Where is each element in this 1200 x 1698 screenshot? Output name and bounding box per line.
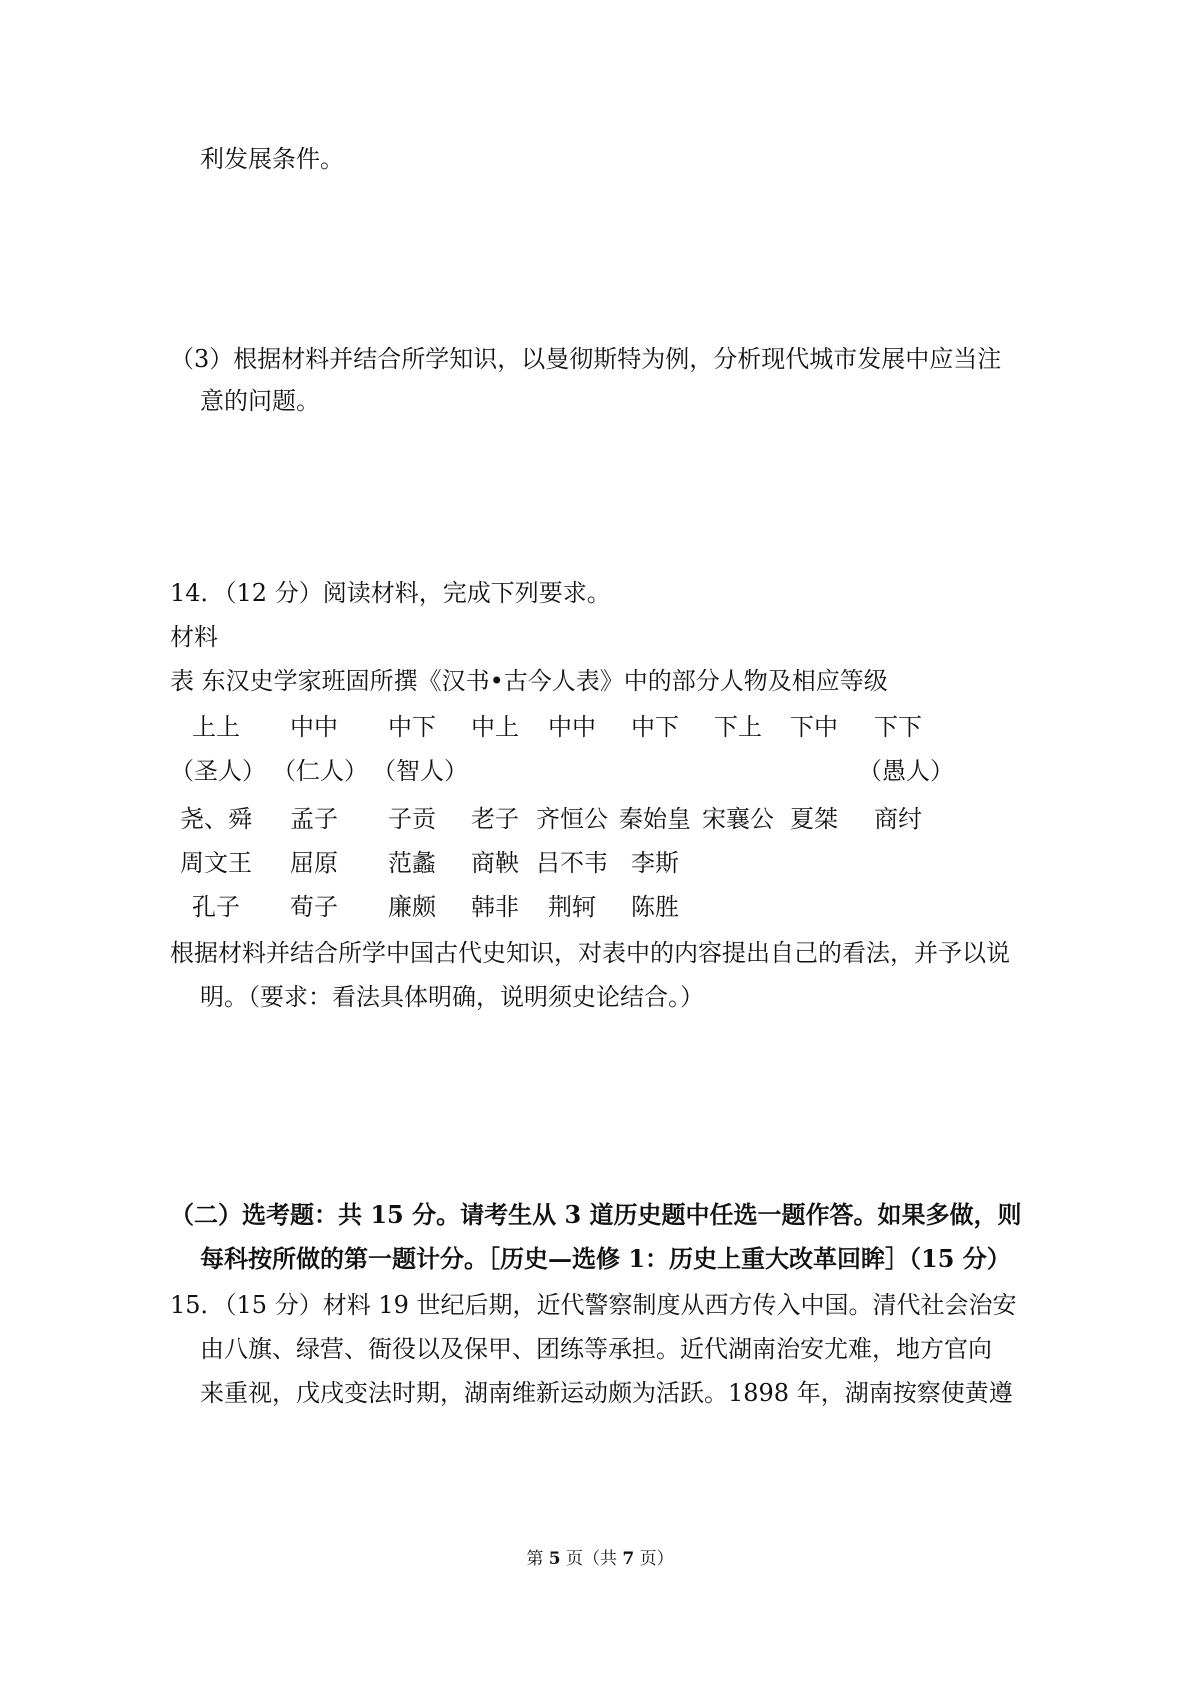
q14-material-label: 材料 xyxy=(170,623,218,651)
q14-heading: 14．（12 分）阅读材料，完成下列要求。 xyxy=(170,579,611,607)
grade-1: 上上 xyxy=(192,713,240,741)
grade-7: 下上 xyxy=(714,713,762,741)
footer-page-number: 5 xyxy=(548,1549,561,1569)
grade-note-9: （愚人） xyxy=(858,757,954,785)
grade-note-2: （仁人） xyxy=(272,757,368,785)
grade-2: 中中 xyxy=(290,713,338,741)
person-cell: 范蠡 xyxy=(388,849,436,877)
grade-9: 下下 xyxy=(874,713,922,741)
person-cell: 荆轲 xyxy=(548,893,596,921)
person-cell: 屈原 xyxy=(290,849,338,877)
person-cell: 孔子 xyxy=(192,893,240,921)
grade-note-1: （圣人） xyxy=(170,757,266,785)
person-cell: 吕不韦 xyxy=(536,849,608,877)
person-cell: 子贡 xyxy=(388,805,436,833)
q15-line1: 15．（15 分）材料 19 世纪后期，近代警察制度从西方传入中国。清代社会治安 xyxy=(170,1291,1017,1319)
grade-3: 中下 xyxy=(388,713,436,741)
q14-question-line1: 根据材料并结合所学中国古代史知识，对表中的内容提出自己的看法，并予以说 xyxy=(170,939,1010,967)
q13-part3-line2: 意的问题。 xyxy=(200,387,320,415)
person-cell: 老子 xyxy=(471,805,519,833)
person-cell: 孟子 xyxy=(290,805,338,833)
grade-note-3: （智人） xyxy=(372,757,468,785)
section2-heading-line2: 每科按所做的第一题计分。［历史—选修 1：历史上重大改革回眸］（15 分） xyxy=(200,1244,1011,1273)
person-cell: 商鞅 xyxy=(471,849,519,877)
q13-tail-text: 利发展条件。 xyxy=(200,145,344,173)
footer-prefix: 第 xyxy=(526,1549,549,1569)
grade-6: 中下 xyxy=(631,713,679,741)
person-cell: 廉颇 xyxy=(388,893,436,921)
person-cell: 周文王 xyxy=(180,849,252,877)
person-cell: 荀子 xyxy=(290,893,338,921)
q14-question-line2: 明。（要求：看法具体明确，说明须史论结合。） xyxy=(200,983,704,1011)
person-cell: 李斯 xyxy=(631,849,679,877)
footer-middle: 页（共 xyxy=(560,1549,623,1569)
grade-8: 下中 xyxy=(790,713,838,741)
person-cell: 尧、舜 xyxy=(180,805,252,833)
q13-part3-line1: （3）根据材料并结合所学知识，以曼彻斯特为例，分析现代城市发展中应当注 xyxy=(170,345,1002,373)
person-cell: 齐恒公 xyxy=(536,805,608,833)
section2-heading-line1: （二）选考题：共 15 分。请考生从 3 道历史题中任选一题作答。如果多做，则 xyxy=(170,1200,1022,1229)
person-cell: 陈胜 xyxy=(631,893,679,921)
person-cell: 宋襄公 xyxy=(702,805,774,833)
person-cell: 商纣 xyxy=(874,805,922,833)
footer-total-pages: 7 xyxy=(622,1549,635,1569)
grade-5: 中中 xyxy=(548,713,596,741)
q15-line3: 来重视，戊戌变法时期，湖南维新运动颇为活跃。1898 年，湖南按察使黄遵 xyxy=(200,1379,1013,1407)
person-cell: 秦始皇 xyxy=(619,805,691,833)
person-cell: 韩非 xyxy=(471,893,519,921)
q14-table-caption: 表 东汉史学家班固所撰《汉书•古今人表》中的部分人物及相应等级 xyxy=(170,667,888,695)
person-cell: 夏桀 xyxy=(790,805,838,833)
grade-4: 中上 xyxy=(471,713,519,741)
q15-line2: 由八旗、绿营、衙役以及保甲、团练等承担。近代湖南治安尤难，地方官向 xyxy=(200,1335,992,1363)
page-footer xyxy=(0,1548,1200,1570)
footer-suffix: 页） xyxy=(634,1549,674,1569)
